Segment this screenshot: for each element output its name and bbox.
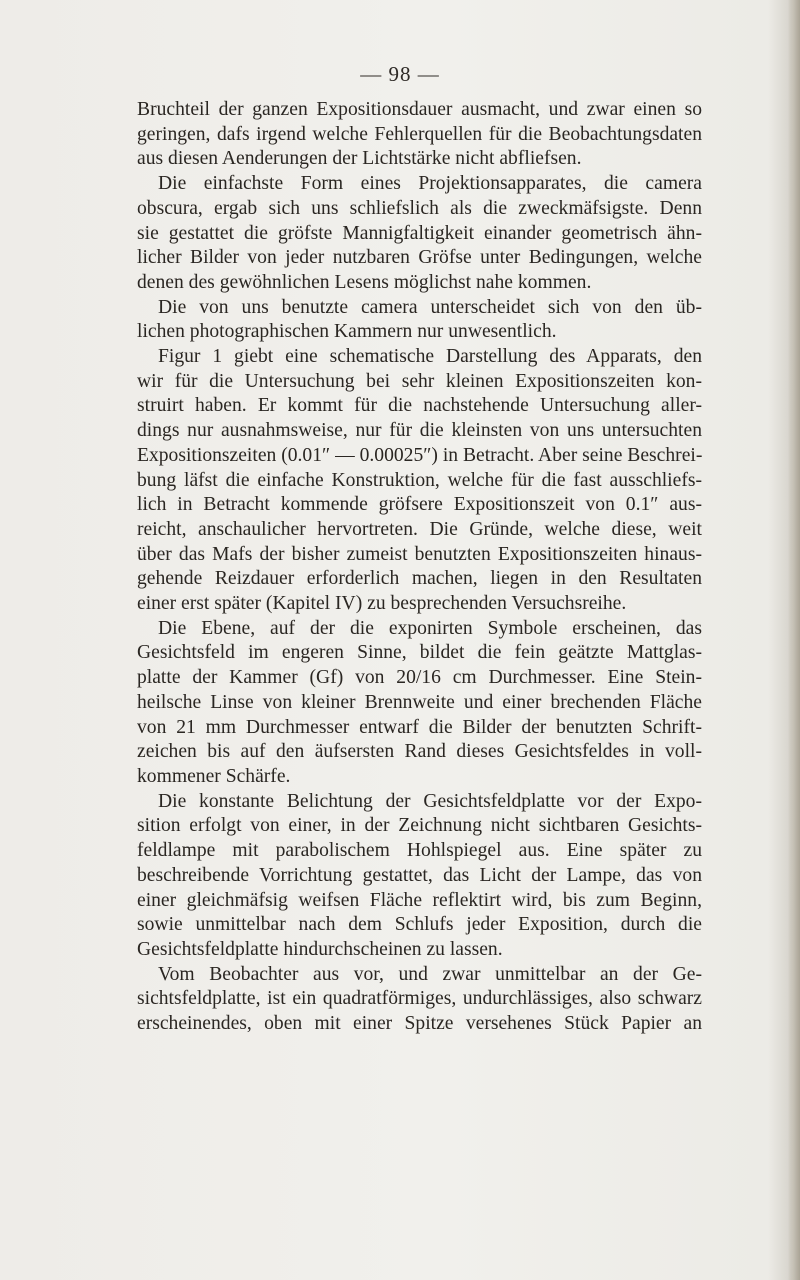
text-line: von 21 mm Durchmesser entwarf die Bilder der benutzten Schrift- xyxy=(137,716,702,738)
text-line: denen des gewöhnlichen Lesens möglichst nahe kommen. xyxy=(137,271,592,293)
text-line: struirt haben. Er kommt für die nachstehende Untersuchung aller- xyxy=(137,395,702,417)
paragraph xyxy=(137,172,702,296)
text-line: aus diesen Aenderungen der Lichtstärke nicht abfliefsen. xyxy=(137,148,582,170)
text-line: feldlampe mit parabolischem Hohlspiegel aus. Eine später zu xyxy=(137,840,702,862)
text-line: Die einfachste Form eines Projektionsapparates, die camera xyxy=(158,173,702,195)
text-line: Gesichtsfeldplatte hindurchscheinen zu lassen. xyxy=(137,938,503,960)
text-line: Die konstante Belichtung der Gesichtsfeldplatte vor der Expo- xyxy=(158,790,702,812)
text-line: kommener Schärfe. xyxy=(137,765,291,787)
paragraph xyxy=(137,296,702,345)
text-line: über das Mafs der bisher zumeist benutzten Expositionszeiten hinaus- xyxy=(137,543,702,565)
text-line: Bruchteil der ganzen Expositionsdauer ausmacht, und zwar einen so xyxy=(137,99,702,120)
text-line: heilsche Linse von kleiner Brennweite und einer brechenden Fläche xyxy=(137,691,702,713)
text-line: Die Ebene, auf der die exponirten Symbole erscheinen, das xyxy=(158,617,702,639)
text-line: Gesichtsfeld im engeren Sinne, bildet die fein geätzte Mattglas- xyxy=(137,642,702,664)
text-line: einer erst später (Kapitel IV) zu besprechenden Versuchsreihe. xyxy=(137,593,627,615)
text-line: Die von uns benutzte camera unterscheidet sich von den üb- xyxy=(158,296,702,318)
text-line: erscheinendes, oben mit einer Spitze versehenes Stück Papier an xyxy=(137,1013,702,1035)
text-line: reicht, anschaulicher hervortreten. Die Gründe, welche diese, weit xyxy=(137,518,702,540)
text-line: Expositionszeiten (0.01″ — 0.00025″) in Betracht. Aber seine Beschrei- xyxy=(137,444,703,466)
text-line: sowie unmittelbar nach dem Schlufs jeder Exposition, durch die xyxy=(137,914,702,936)
text-line: lich in Betracht kommende gröfsere Expositionszeit von 0.1″ aus- xyxy=(137,494,702,516)
text-line: wir für die Untersuchung bei sehr kleinen Expositionszeiten kon- xyxy=(137,370,702,392)
text-line: einer gleichmäfsig weifsen Fläche reflektirt wird, bis zum Beginn, xyxy=(137,889,702,911)
paragraph xyxy=(137,963,702,1037)
text-line: licher Bilder von jeder nutzbaren Gröfse unter Bedingungen, welche xyxy=(137,247,702,269)
text-line: zeichen bis auf den äufsersten Rand dieses Gesichtsfeldes in voll- xyxy=(137,741,702,763)
text-line: sie gestattet die gröfste Mannigfaltigkeit einander geometrisch ähn- xyxy=(137,222,702,244)
text-line: lichen photographischen Kammern nur unwesentlich. xyxy=(137,321,557,343)
page-edge-shadow xyxy=(788,0,800,1280)
text-line: beschreibende Vorrichtung gestattet, das Licht der Lampe, das von xyxy=(137,864,702,886)
paragraph xyxy=(137,617,702,790)
text-body xyxy=(137,98,702,1037)
paragraph xyxy=(137,345,702,617)
page-number: — 98 — xyxy=(360,62,440,86)
text-line: bung läfst die einfache Konstruktion, welche für die fast ausschliefs- xyxy=(137,469,702,491)
text-line: geringen, dafs irgend welche Fehlerquellen für die Beobachtungsdaten xyxy=(137,123,702,145)
text-line: platte der Kammer (Gf) von 20/16 cm Durchmesser. Eine Stein- xyxy=(137,667,702,689)
paragraph xyxy=(137,790,702,963)
text-line: sition erfolgt von einer, in der Zeichnung nicht sichtbaren Gesichts- xyxy=(137,815,702,837)
text-line: obscura, ergab sich uns schliefslich als die zweckmäfsigste. Denn xyxy=(137,197,702,219)
text-line: gehende Reizdauer erforderlich machen, liegen in den Resultaten xyxy=(137,568,702,590)
text-line: Vom Beobachter aus vor, und zwar unmittelbar an der Ge- xyxy=(158,963,702,985)
text-line: Figur 1 giebt eine schematische Darstellung des Apparats, den xyxy=(158,346,702,368)
text-line: dings nur ausnahmsweise, nur für die kleinsten von uns untersuchten xyxy=(137,420,702,442)
paragraph xyxy=(137,98,702,172)
text-line: sichtsfeldplatte, ist ein quadratförmiges, undurchlässiges, also schwarz xyxy=(137,988,702,1010)
